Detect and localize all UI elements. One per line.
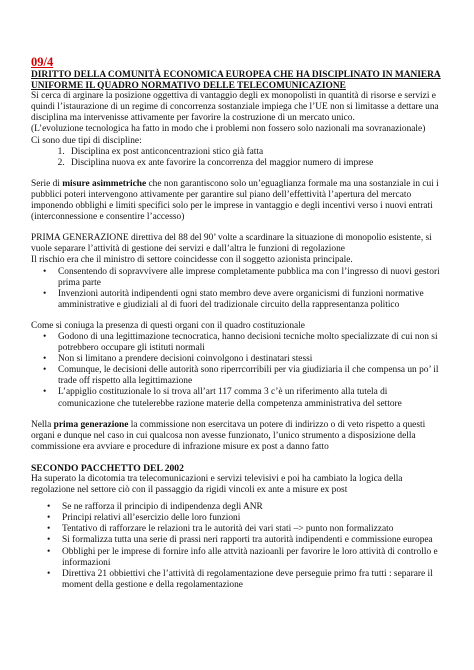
list-item: • Obblighi per le imprese di fornire info alle attvità nazioanli per favorire le loro attività di controllo e informazioni — [62, 547, 441, 569]
list-item: • Direttiva 21 obbiettivi che l’attività di regolamentazione deve perseguie primo fra tutti : separare il moment della gestione e della regolamentazione — [62, 569, 441, 591]
first-generation-bullets — [31, 267, 441, 311]
list-item: • Tentativo di rafforzare le relazioni tra le autorità dei vari stati –> punto non formalizzato — [62, 524, 441, 535]
discipline-types-label: Ci sono due tipi di discipline: — [31, 135, 142, 146]
document-title: DIRITTO DELLA COMUNITÀ ECONOMICA EUROPEA CHE HA DISCIPLINATO IN MANIERA UNIFORME IL QUADRO NORMATIVO DELLE TELECOMUNICAZIONE — [31, 70, 441, 91]
risk-paragraph: Il rischio era che il ministro di settore coincidesse con il soggetto azionista principale. — [31, 255, 353, 266]
list-item: • Si formalizza tutta una serie di prassi neri rapporti tra autorità indipendenti e commissione europea — [62, 535, 441, 546]
list-item: • Comunque, le decisioni delle autorità sono riperrcorribili per via giudiziaria il che compensa un po’ il trade off rispetto alla legittimazione — [58, 365, 441, 387]
intro-paragraph: Si cerca di arginare la posizione oggettiva di vantaggio degli ex monopolisti in quantità di risorse e servizi e quindi l’istaurazione di un regime di concorrenza sostanziale impiega che l’UE non si limitasse a dettare una disciplina ma intervenisse attivamente per favorire la costruzione di un mercato unico. — [31, 91, 439, 124]
asymmetric-measures-paragraph — [31, 179, 441, 223]
document-page — [31, 56, 441, 591]
list-item: • Non si limitano a prendere decisioni coinvolgono i destinatari stessi — [58, 354, 441, 365]
constitutional-bullets — [31, 332, 441, 410]
intro-note: (L’evoluzione tecnologica ha fatto in modo che i problemi non fossero solo nazionali ma sovranazionale) — [31, 124, 426, 135]
list-item: 2. Disciplina nuova ex ante favorire la concorrenza del maggior numero di imprese — [67, 158, 441, 169]
list-item: • Godono di una legittimazione tecnocratica, hanno decisioni tecniche molto specializzate di cui non si potrebbero occupare gli istituti normali — [58, 332, 441, 354]
second-package-heading: SECONDO PACCHETTO DEL 2002 — [31, 462, 184, 474]
bold-term: prima generazione — [53, 419, 129, 430]
list-item: • L’appiglio costituzionale lo si trova all’art 117 comma 3 c’è un riferimento alla tutela di comunicazione che tutelerebbe razione materie della competenza amministrativa del settore — [58, 387, 441, 409]
second-package-paragraph: Ha superato la dicotomia tra telecomunicazioni e servizi televisivi e poi ha cambiato la logica della regolazione nel settore ciò con il passaggio da rigidi vincoli ex ante a misure ex post — [31, 474, 403, 496]
first-generation-note — [31, 420, 441, 453]
text-span: Serie di — [31, 178, 63, 189]
text-span: la commissione non esercitava un potere di indirizzo o di veto rispetto a questi organi e dunque nel caso in cui qualcosa non avesse funzionato, l’unico strumento a disposizione della commissione era avviare e procedure di infrazione misure ex post a danno fatto — [31, 419, 426, 452]
text-span: Nella — [31, 419, 54, 430]
first-generation-paragraph: PRIMA GENERAZIONE direttiva del 88 del 90’ volte a scardinare la situazione di monopolio esistente, si vuole separare l’attività di gestione dei servizi e dall’altra le funzioni di regolazione — [31, 233, 432, 255]
list-item: 1. Disciplina ex post anticoncentrazioni stico già fatta — [67, 147, 441, 158]
constitutional-paragraph: Come si coniuga la presenza di questi organi con il quadro costituzionale — [31, 320, 305, 331]
date-heading: 09/4 — [31, 55, 54, 69]
second-package-bullets — [31, 502, 441, 591]
text-span: che non garantiscono solo un’eguaglianza formale ma una sostanziale in cui i pubblici poteri intervengono attivamente per garantire sul piano dell’effettività l’apertura del mercato imponendo obblighi e limiti specifici solo per le imprese in vantaggio e degli incentivi verso i nuovi entrati (interconnessione e consentire l’accesso) — [31, 178, 439, 223]
list-item: • Principi relativi all’esercizio delle loro funzioni — [62, 513, 441, 524]
list-item: • Invenzioni autorità indipendenti ogni stato membro deve avere organicismi di funzioni normative amministrative e giudiziali al di fuori del tradizionale circuito della rappresentanza politico — [58, 289, 441, 311]
list-item: • Se ne rafforza il principio di indipendenza degli ANR — [62, 502, 441, 513]
discipline-list — [31, 147, 441, 169]
list-item: • Consentendo di sopravvivere alle imprese completamente pubblica ma con l’ingresso di nuovi gestori prima parte — [58, 267, 441, 289]
bold-term: misure asimmetriche — [62, 178, 147, 189]
